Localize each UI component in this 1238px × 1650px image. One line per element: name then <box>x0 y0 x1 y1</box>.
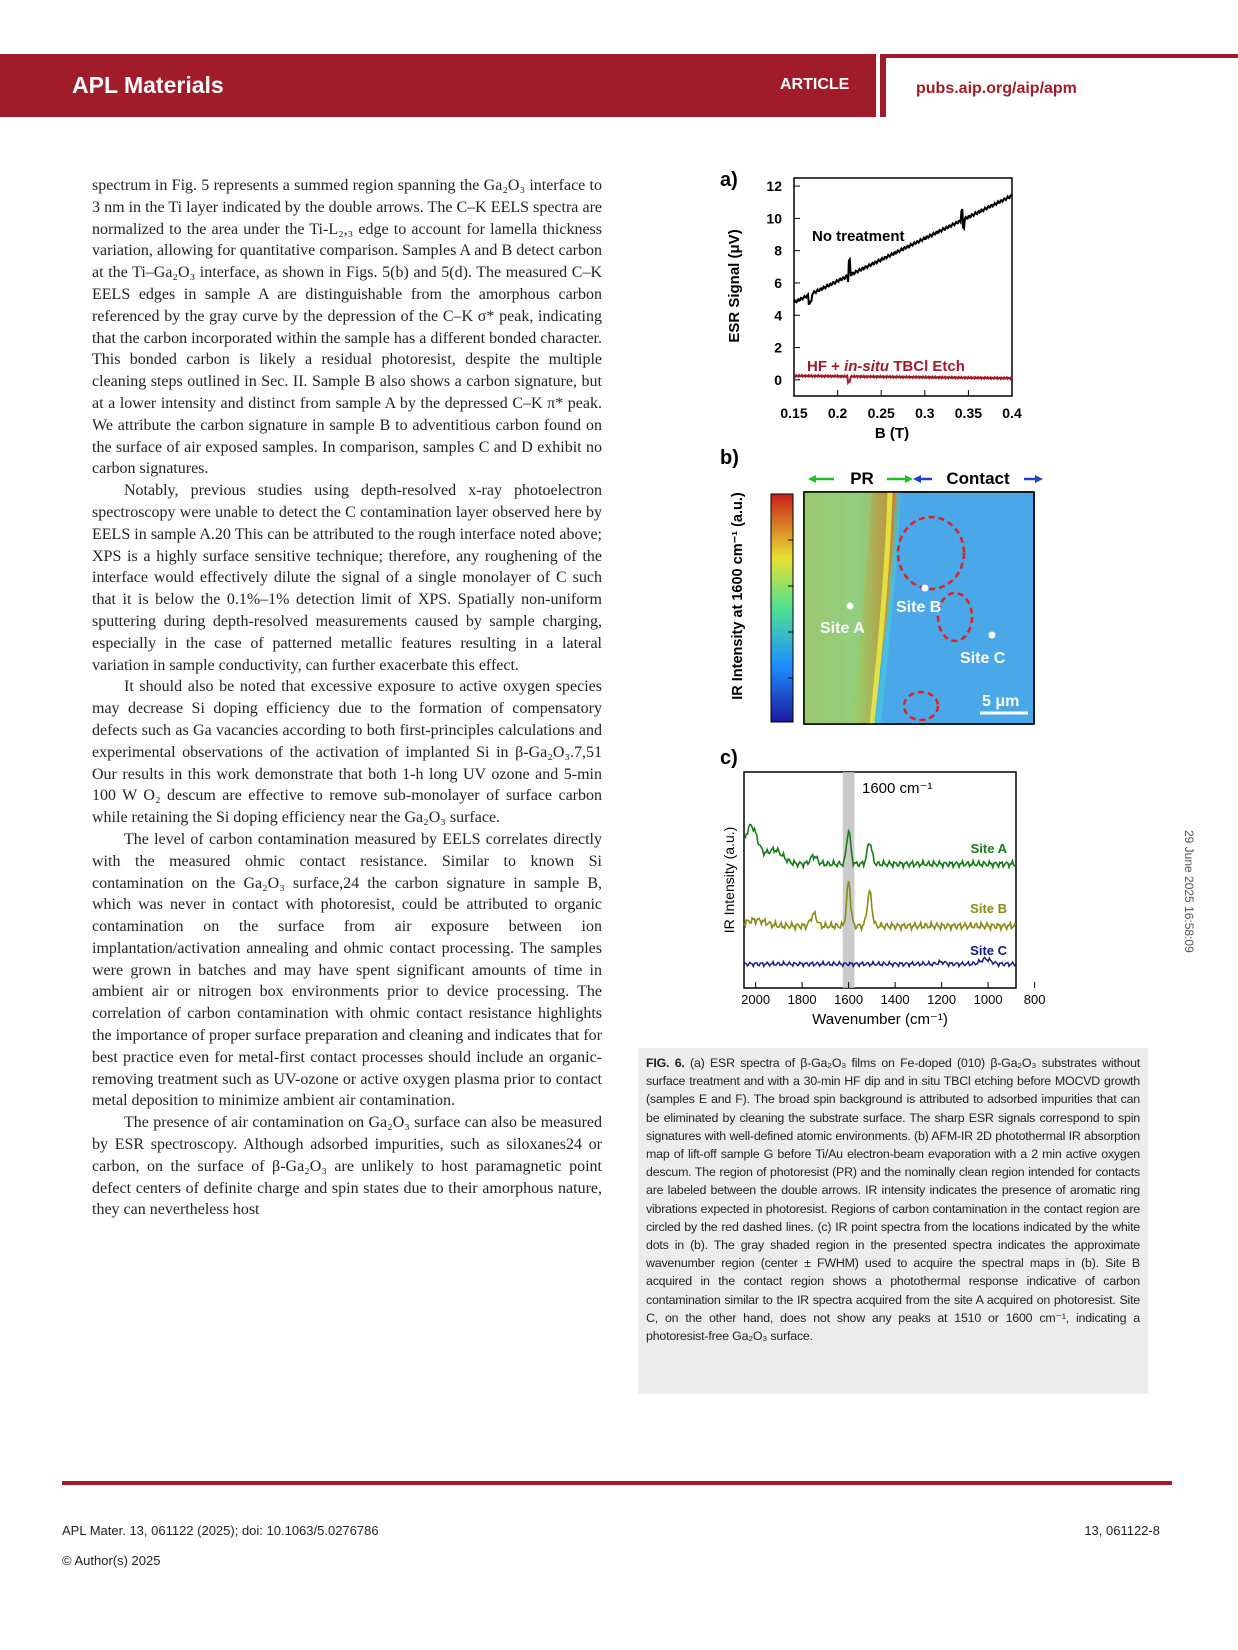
footer-rule <box>62 1481 1172 1485</box>
panel-a-ytick-label: 4 <box>774 307 782 324</box>
esr-no-treatment-curve <box>794 195 1012 304</box>
journal-title: APL Materials <box>72 72 224 98</box>
download-timestamp: 29 June 2025 16:58:09 <box>1182 830 1196 953</box>
article-type-label: ARTICLE <box>780 76 850 93</box>
panel-c-label: c) <box>720 747 738 769</box>
panel-a-ytick-label: 2 <box>774 339 782 356</box>
ir-spectrum-site-c <box>744 958 1016 967</box>
esr-hf-etch-label: HF + in-situ TBCl Etch <box>807 358 965 375</box>
journal-url-link[interactable]: pubs.aip.org/aip/apm <box>916 80 1077 97</box>
panel-a-yticks <box>766 178 800 388</box>
pr-label: PR <box>850 469 874 488</box>
panel-a-label: a) <box>720 169 738 191</box>
site-c-label: Site C <box>960 650 1006 667</box>
panel-c-ylabel: IR Intensity (a.u.) <box>721 826 737 934</box>
header-divider <box>876 54 880 117</box>
figure-6-svg <box>712 166 1152 1031</box>
panel-c-xticks <box>741 982 1045 1007</box>
panel-a-ytick-label: 10 <box>766 210 782 227</box>
panel-a-xtick-label: 0.3 <box>915 405 935 421</box>
esr-no-treatment-label: No treatment <box>812 228 905 245</box>
spectrum-site-c-label: Site C <box>970 943 1007 958</box>
site-b-label: Site B <box>896 599 942 616</box>
figure-6 <box>712 166 1152 1031</box>
spectrum-site-b-label: Site B <box>970 901 1007 916</box>
paragraph-3: It should also be noted that excessive exposure to active oxygen species may decrease Si doping efficiency due to the formation of compensatory defects such as Ga vacancies according to both first-principles calculations and experimental observations of the activation of implanted Si in β-Ga₂O₃.7,51 Our results in this work demonstrate that both 1-h long UV ozone and 5-min 100 W O₂ descum are effective to remove sub-monolayer of surface carbon while retaining the Si doping efficiency near the Ga₂O₃ surface. <box>92 678 602 827</box>
panel-a-ytick-label: 8 <box>774 242 782 259</box>
spectrum-site-a-label: Site A <box>970 841 1007 856</box>
caption-text: (a) ESR spectra of β-Ga₂O₃ films on Fe-doped (010) β-Ga₂O₃ substrates without surface treatment and with a 30-min HF dip and in situ TBCl etching before MOCVD growth (samples E and F). The broad spin background is attributed to adsorbed impurities that can be eliminated by cleaning the substrate surface. The sharp ESR signals correspond to spin signatures with well-defined atomic environments. (b) AFM-IR 2D photothermal IR absorption map of lift-off sample G before Ti/Au electron-beam evaporation with a 2 min active oxygen descum. The region of photoresist (PR) and the nominally clean region intended for contacts are labeled between the double arrows. IR intensity indicates the presence of aromatic ring vibrations expected in photoresist. Regions of carbon contamination in the contact region are circled by the red dashed lines. (c) IR point spectra from the locations indicated by the white dots in (b). The gray shaded region in the presented spectra indicates the approximate wavenumber region (center ± FWHM) used to acquire the spectral maps in (b). Site B acquired in the contact region shows a photothermal response indicative of carbon contamination similar to the IR spectra acquired from the site A acquired on photoresist. Site C, on the other hand, does not show any peaks at 1510 or 1600 cm⁻¹, indicating a photoresist-free Ga₂O₃ surface. <box>646 1056 1141 1344</box>
site-c-dot <box>989 632 996 639</box>
wavenumber-band <box>843 772 855 988</box>
panel-a-xtick-label: 0.15 <box>780 405 808 421</box>
panel-a-xtick-label: 0.25 <box>867 405 895 421</box>
panel-c-xtick-label: 2000 <box>741 992 771 1007</box>
panel-a-ytick-label: 6 <box>774 274 782 291</box>
esr-hf-etch-curve <box>794 375 1012 383</box>
paragraph-1: spectrum in Fig. 5 represents a summed region spanning the Ga₂O₃ interface to 3 nm in the Ti layer indicated by the double arrows. The C–K EELS spectra are normalized to the area under the Ti-L₂,₃ edge to account for lamella thickness variation, allowing for quantitative comparison. Samples A and B detect carbon at the Ti–Ga₂O₃ interface, as shown in Figs. 5(b) and 5(d). The measured C–K EELS edges in sample A are distinguishable from the amorphous carbon referenced by the gray curve by the depression of the C–K σ* peak, indicating that the carbon incorporated within the sample has a different bonded character. This bonded carbon is likely a residual photoresist, despite the multiple cleaning steps outlined in Sec. II. Sample B also shows a carbon signature, but at a lower intensity and distinct from sample A by the depressed C–K π* peak. We attribute the carbon signature in sample B to adventitious carbon found on the surface of air exposed samples. In comparison, samples C and D exhibit no carbon signatures. <box>92 177 602 478</box>
panel-a-xlabel: B (T) <box>874 425 910 442</box>
panel-b-ylabel: IR Intensity at 1600 cm⁻¹ (a.u.) <box>730 492 746 700</box>
panel-c-xtick-label: 1200 <box>927 992 957 1007</box>
panel-c-xtick-label: 1400 <box>880 992 910 1007</box>
panel-b-label: b) <box>720 447 739 469</box>
site-b-dot <box>922 585 929 592</box>
figure-caption <box>646 1054 1140 1345</box>
band-label: 1600 cm⁻¹ <box>862 780 933 797</box>
panel-a-xtick-label: 0.4 <box>1002 405 1022 421</box>
panel-a-xticks <box>780 390 1022 421</box>
panel-c-xtick-label: 1800 <box>787 992 817 1007</box>
panel-a-xtick-label: 0.35 <box>954 405 983 421</box>
contact-label: Contact <box>946 469 1010 488</box>
paragraph-5: The presence of air contamination on Ga₂O₃ surface can also be measured by ESR spectroscopy. Although adsorbed impurities, such as siloxanes24 or carbon, on the surface of β-Ga₂O₃ are unlikely to host paramagnetic point defect centers of definite charge and spin states due to their amorphous nature, they can nevertheless host <box>92 1114 602 1219</box>
panel-c-xtick-label: 800 <box>1023 992 1046 1007</box>
site-a-label: Site A <box>820 620 865 637</box>
body-text-column <box>92 175 602 1221</box>
paragraph-2: Notably, previous studies using depth-resolved x-ray photoelectron spectroscopy were unable to detect the C contamination layer observed here by EELS in sample A.20 This can be attributed to the rough interface noted above; XPS is a highly surface sensitive technique; therefore, any roughening of the interface would effectively dilute the signal of a single monolayer of C such that it is below the 0.1%–1% detection limit of XPS. Spatially non-uniform sputtering during depth-resolved measurements caused by sample charging, especially in the case of patterned metallic features resulting in a lateral variation in sample conductivity, can further exacerbate this effect. <box>92 482 602 674</box>
panel-c-xlabel: Wavenumber (cm⁻¹) <box>812 1011 948 1028</box>
panel-a-xtick-label: 0.2 <box>827 405 848 421</box>
footer-page-number: 13, 061122-8 <box>1084 1523 1160 1538</box>
caption-label: FIG. 6. <box>646 1056 685 1070</box>
panel-c-xtick-label: 1600 <box>834 992 864 1007</box>
scale-bar-label: 5 μm <box>982 693 1020 710</box>
footer-citation: APL Mater. 13, 061122 (2025); doi: 10.1063/5.0276786 <box>62 1523 379 1538</box>
panel-a-ylabel: ESR Signal (μV) <box>726 229 743 343</box>
colorbar <box>771 494 793 722</box>
footer-copyright: © Author(s) 2025 <box>62 1553 161 1568</box>
paragraph-4: The level of carbon contamination measured by EELS correlates directly with the measured ohmic contact resistance. Similar to known Si contamination on the Ga₂O₃ surface,24 the carbon signature in sample B, which was never in contact with photoresist, could be attributed to organic contamination on the surface from air exposure between ion implantation/activation annealing and ohmic contact processing. The samples were grown in batches and may have spent significant amounts of time in ambient air or nitrogen box environments prior to device processing. The correlation of carbon contamination with ohmic contact resistance highlights the importance of proper surface preparation and cleaning and indicates that for best practice even for metal-first contact processes should include an organic-removing treatment such as UV-ozone or active oxygen plasma prior to contact metal deposition to minimize ambient air contamination. <box>92 830 602 1110</box>
panel-a-ytick-label: 12 <box>766 178 782 195</box>
panel-c-xtick-label: 1000 <box>973 992 1003 1007</box>
panel-a-ytick-label: 0 <box>774 371 782 388</box>
site-a-dot <box>847 603 854 610</box>
